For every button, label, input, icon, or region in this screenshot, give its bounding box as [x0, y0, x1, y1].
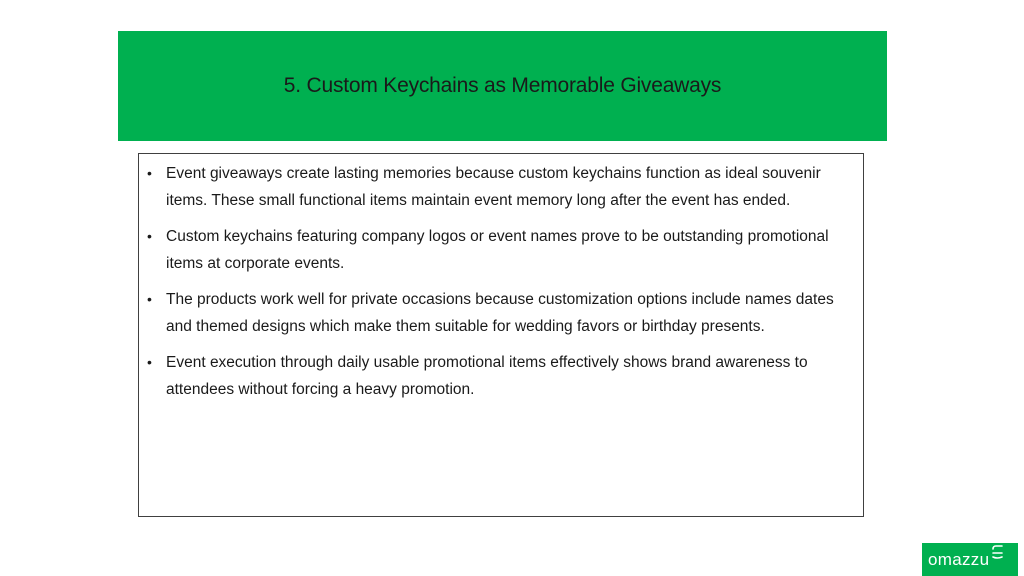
- bullet-text: Custom keychains featuring company logos or event names prove to be outstanding promotional items at corporate events.: [166, 228, 829, 272]
- slide-title: 5. Custom Keychains as Memorable Giveaways: [283, 74, 722, 97]
- content-box: [138, 153, 864, 517]
- bullet-icon: •: [147, 291, 152, 307]
- bullet-item: [147, 286, 851, 340]
- logo-text: omazzu: [928, 549, 990, 569]
- bullet-icon: •: [147, 165, 152, 181]
- bullet-icon: •: [147, 354, 152, 370]
- bullet-item: [147, 349, 851, 403]
- bullet-icon: •: [147, 228, 152, 244]
- bullet-item: [147, 160, 851, 214]
- logo-mark-icon: [991, 545, 1005, 565]
- bullet-item: [147, 223, 851, 277]
- bullet-text: Event giveaways create lasting memories because custom keychains function as ideal souvenir items. These small functional items maintain event memory long after the event has ended.: [166, 165, 821, 209]
- bullet-text: The products work well for private occasions because customization options include names dates and themed designs which make them suitable for wedding favors or birthday presents.: [166, 291, 834, 335]
- omazzu-logo[interactable]: [922, 543, 1018, 576]
- bullet-list: [147, 160, 851, 403]
- title-banner: [118, 31, 887, 141]
- bullet-text: Event execution through daily usable promotional items effectively shows brand awareness to attendees without forcing a heavy promotion.: [166, 354, 808, 398]
